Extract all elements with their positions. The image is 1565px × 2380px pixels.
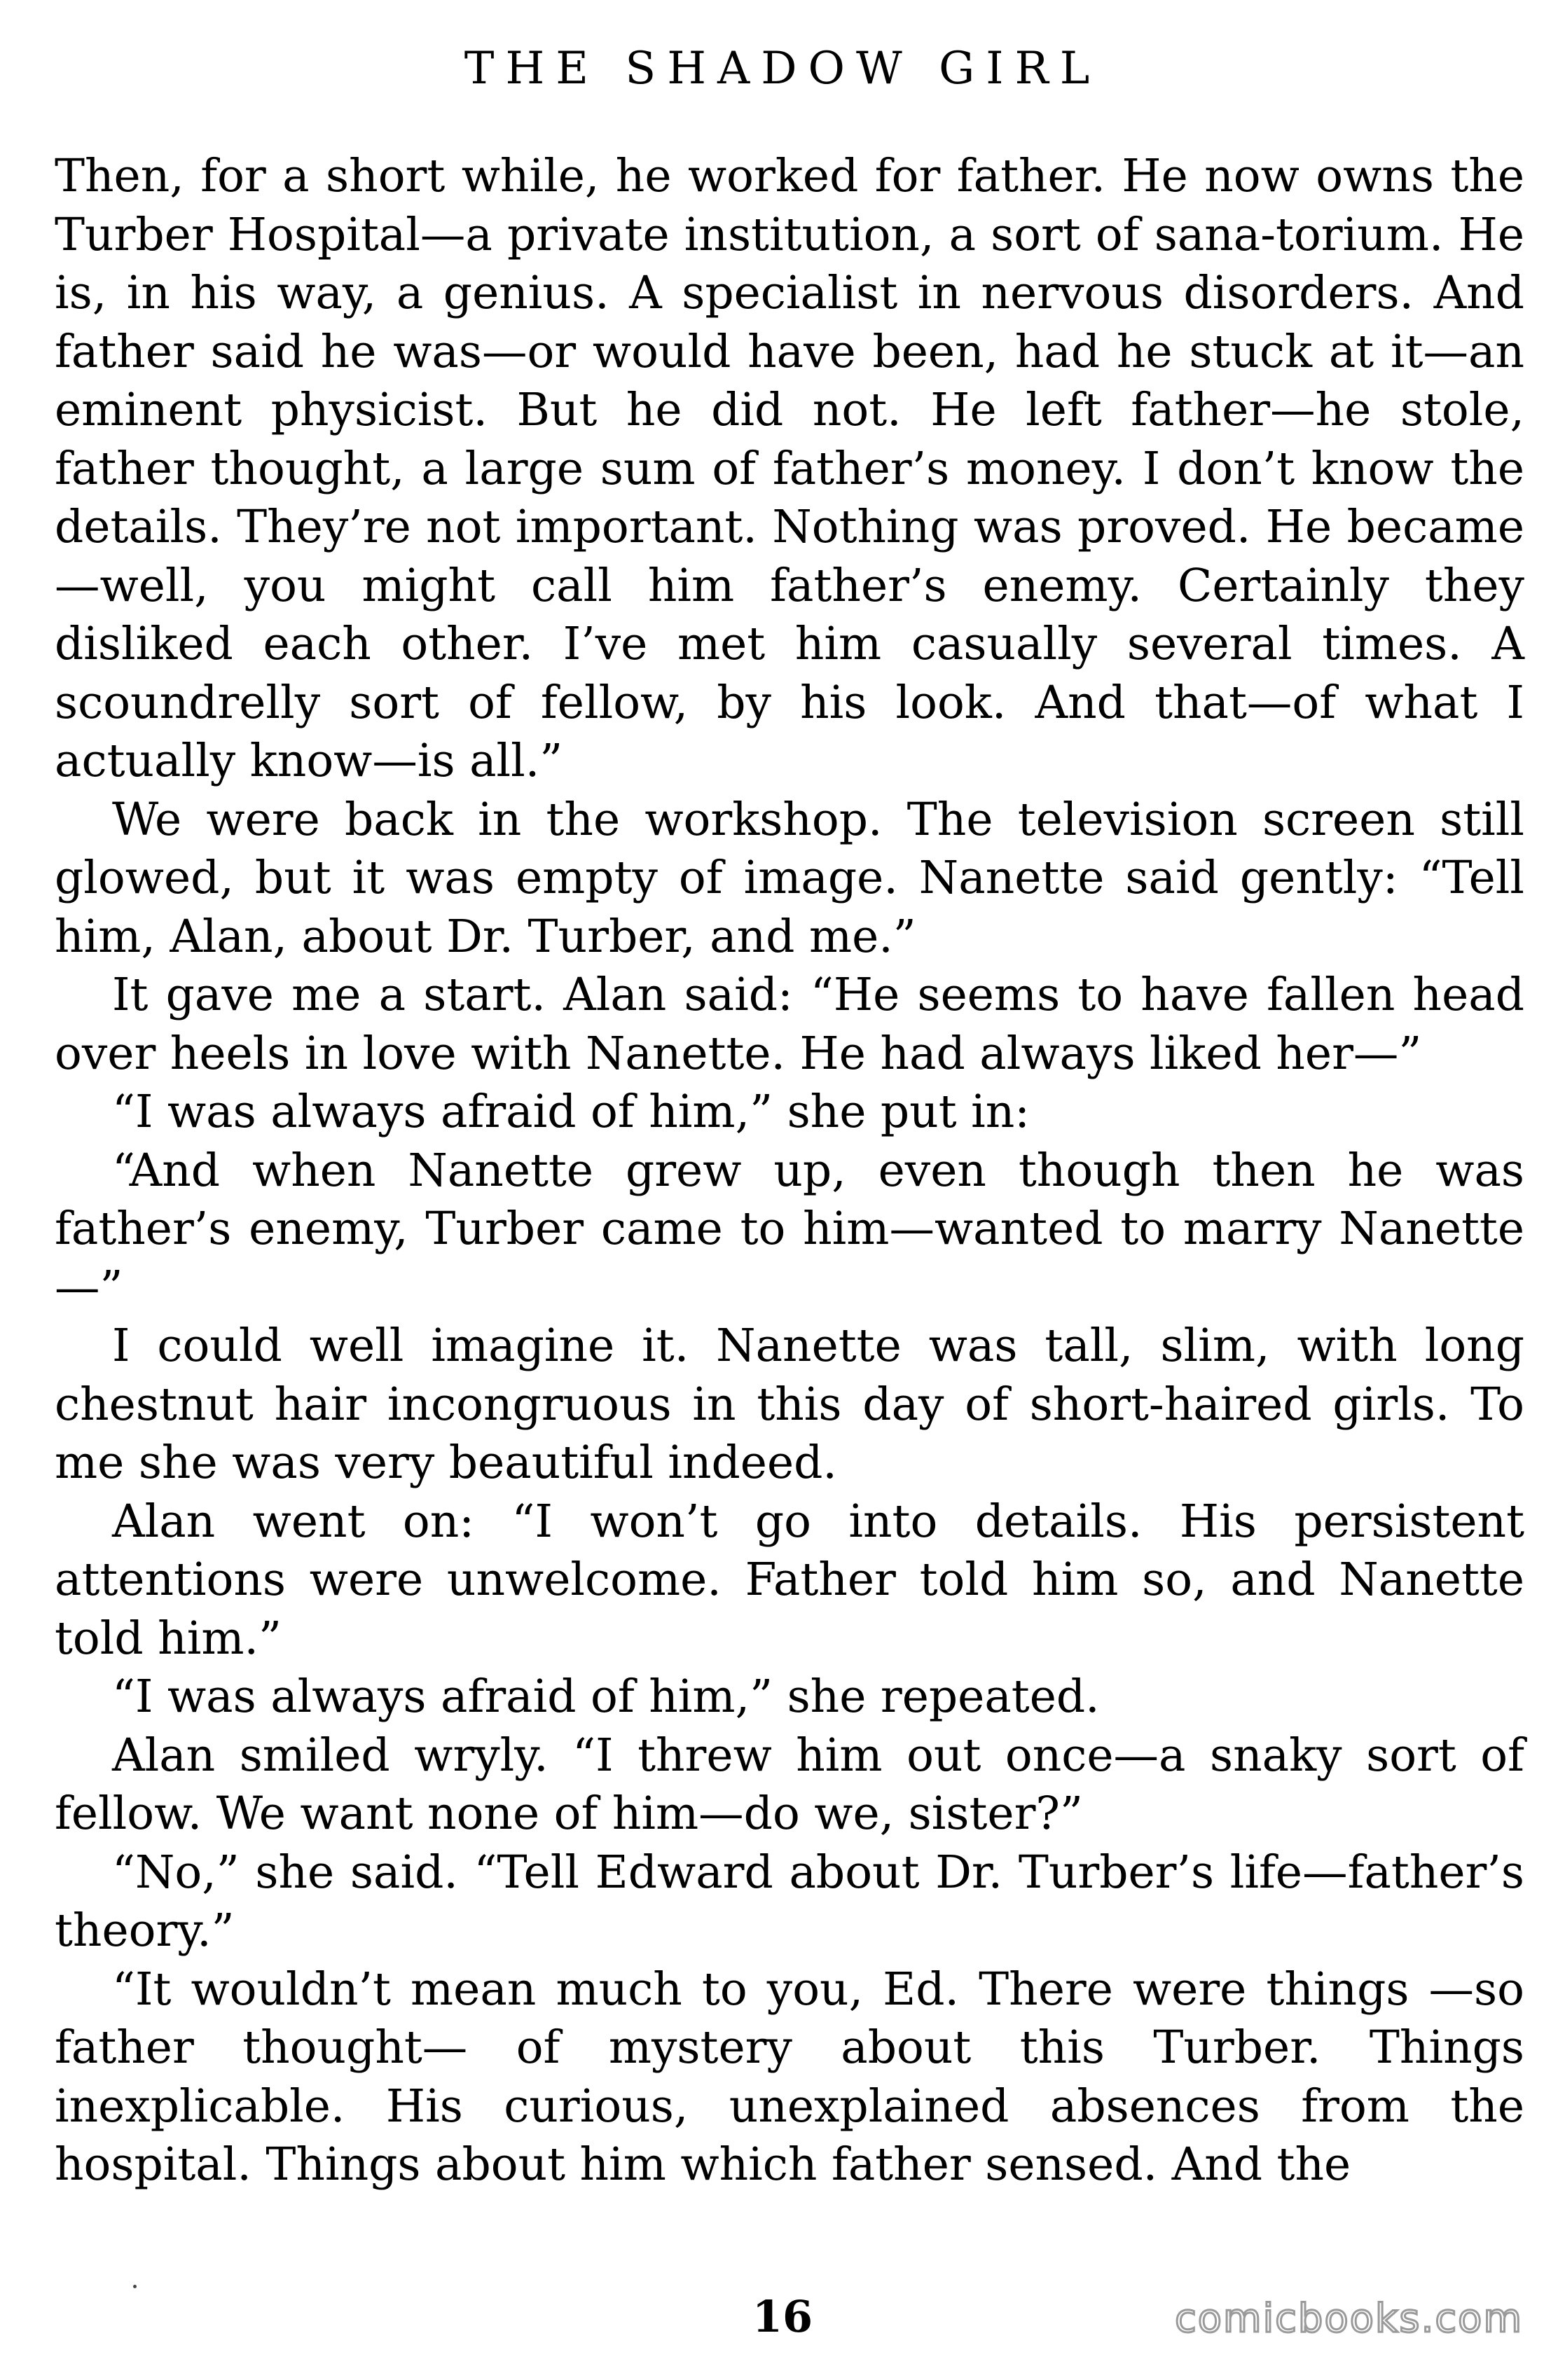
paragraph: “I was always afraid of him,” she repeated. xyxy=(112,1670,1100,1723)
paragraph: “I was always afraid of him,” she put in: xyxy=(112,1086,1030,1138)
paragraph: “And when Nanette grew up, even though then he was father’s enemy, Turber came to him—wanted to marry Nanette—” xyxy=(55,1144,1524,1314)
body-text xyxy=(55,147,1524,2194)
watermark-logo: comicbooks.com xyxy=(1174,2296,1523,2341)
running-title: THE SHADOW GIRL xyxy=(464,43,1101,95)
print-speck xyxy=(133,2285,137,2288)
paragraph: Alan went on: “I won’t go into details. His persistent attentions were unwelcome. Father told him so, and Nanette told him.” xyxy=(55,1495,1524,1665)
paragraph: We were back in the workshop. The television screen still glowed, but it was empty of image. Nanette said gently: “Tell him, Alan, about Dr. Turber, and me.” xyxy=(55,793,1524,963)
page-number: 16 xyxy=(752,2291,813,2342)
paragraph: Alan smiled wryly. “I threw him out once—a snaky sort of fellow. We want none of him—do we, sister?” xyxy=(55,1729,1524,1840)
paragraph: It gave me a start. Alan said: “He seems to have fallen head over heels in love with Nanette. He had always liked her—” xyxy=(55,969,1524,1080)
paragraph: I could well imagine it. Nanette was tall, slim, with long chestnut hair incongruous in this day of short-haired girls. To me she was very beautiful indeed. xyxy=(55,1320,1524,1489)
paragraph: Then, for a short while, he worked for father. He now owns the Turber Hospital—a private institution, a sort of sana-torium. He is, in his way, a genius. A specialist in nervous disorders. And father said he was—or would have been, had he stuck at it—an eminent physicist. But he did not. He left father—he stole, father thought, a large sum of father’s money. I don’t know the details. They’re not important. Nothing was proved. He became—well, you might call him father’s enemy. Certainly they disliked each other. I’ve met him casually several times. A scoundrelly sort of fellow, by his look. And that—of what I actually know—is all.” xyxy=(55,150,1524,787)
paragraph: “No,” she said. “Tell Edward about Dr. Turber’s life—father’s theory.” xyxy=(55,1846,1524,1957)
paragraph: “It wouldn’t mean much to you, Ed. There were things —so father thought— of mystery about this Turber. Things inexplicable. His curious, unexplained absences from the hospital. Things about him which father sensed. And the xyxy=(55,1963,1524,2191)
